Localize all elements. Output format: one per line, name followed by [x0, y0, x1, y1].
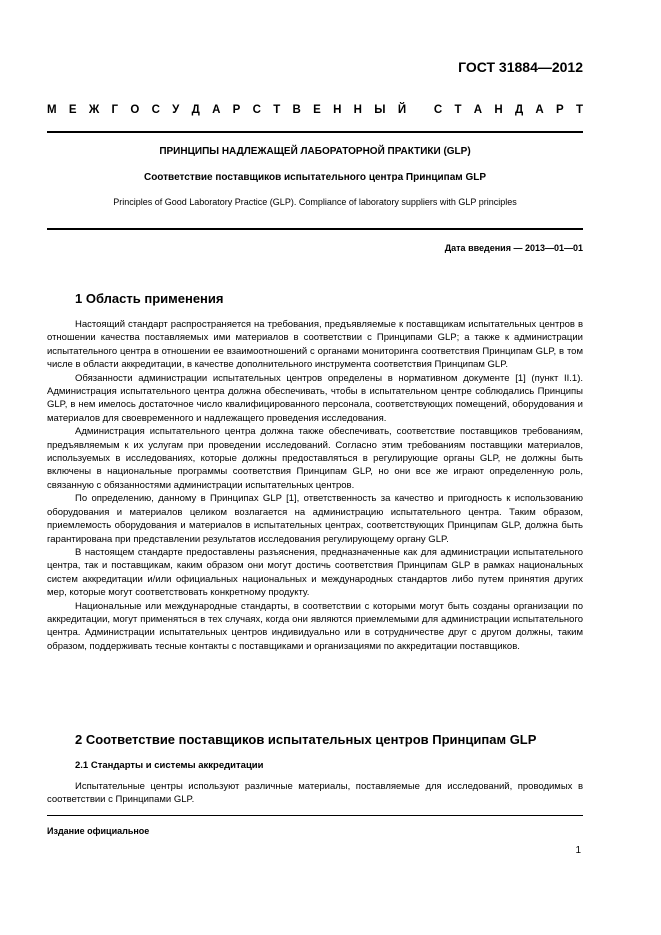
- banner-letter: Й: [397, 104, 407, 116]
- paragraph: В настоящем стандарте предоставлены разъяснения, предназначенные как для администрации испытательного центра, так и поставщикам, каким образом они могут достичь соответствия Принципам GLP в рамках национальных систем аккредитации и/или официальных национальных и международных стандартов либо путем принятия других мер, которые могут соответствовать конкретному продукту.: [47, 546, 583, 599]
- banner-letter: Е: [68, 104, 77, 116]
- paragraph: Настоящий стандарт распространяется на требования, предъявляемые к поставщикам испытательных центров в отношении качества поставляемых ими материалов в соответствии с Принципами GLP; а также к администрации испытательного центра в отношении ее взаимоотношений с органами мониторинга соответствия Принципам GLP, в том числе в области аккредитации, в качестве дополнительного инструмента соответствия Принципам GLP.: [47, 319, 583, 371]
- page-number: 1: [575, 845, 581, 856]
- banner-letter: Д: [191, 104, 200, 116]
- banner-letter: С: [151, 104, 160, 116]
- section-1-body: [47, 318, 583, 653]
- header-rule: [47, 131, 583, 133]
- banner-letter: Ы: [374, 104, 386, 116]
- banner-letter: С: [252, 104, 261, 116]
- standard-code: ГОСТ 31884—2012: [458, 59, 583, 75]
- banner-letter: О: [130, 104, 140, 116]
- banner-letter: С: [433, 104, 443, 116]
- paragraph: Администрация испытательного центра должна также обеспечивать, соответствие поставщиков требованиям, предъявляемым к их услугам при проведении исследований. Согласно этим требованиям поставщики материалов, используемых в исследованиях, которые должны предоставляться в регулирующие органы GLP, не должны быть включены в национальные программы соответствия Принципам GLP, но они все же играют определенную роль, связанную с обязанностями администрации испытательных центров.: [47, 426, 583, 491]
- introduction-date: Дата введения — 2013—01—01: [444, 243, 583, 253]
- banner-letter: Т: [454, 104, 462, 116]
- banner-letter: Ж: [88, 104, 100, 116]
- banner-letter: А: [473, 104, 483, 116]
- document-title-ru: ПРИНЦИПЫ НАДЛЕЖАЩЕЙ ЛАБОРАТОРНОЙ ПРАКТИКИ (GLP): [159, 146, 471, 157]
- footer-rule: [47, 815, 583, 816]
- banner-letter: А: [535, 104, 544, 116]
- banner-letter: Н: [353, 104, 362, 116]
- banner-letter: [418, 104, 421, 116]
- banner-letter: Д: [514, 104, 524, 116]
- interstate-standard-banner: [47, 104, 583, 116]
- paragraph: Национальные или международные стандарты, в соответствии с которыми могут быть созданы организации по аккредитации, могут применяться в тех случаях, когда они являются приемлемыми для администрации испытательного центра. Администрации испытательных центров индивидуально или в сотрудничестве друг с другом должны, таким образом, поддерживать тесные контакты с поставщиками и организациями по аккредитации поставщиков.: [47, 600, 583, 652]
- section-2-heading: 2 Соответствие поставщиков испытательных центров Принципам GLP: [75, 732, 537, 747]
- section-1-heading: 1 Область применения: [75, 291, 224, 306]
- paragraph: По определению, данному в Принципах GLP [1], ответственность за качество и пригодность к использованию оборудования и материалов целиком возлагается на администрацию испытательного центра. Таким образом, приемлемость оборудования и материалов в испытательных центрах, соответствующих Принципам GLP, должна быть гарантирована при представлении результатов исследования регулирующему органу GLP.: [47, 493, 583, 545]
- official-edition-label: Издание официальное: [47, 826, 150, 836]
- banner-letter: Е: [313, 104, 321, 116]
- document-subtitle-ru: Соответствие поставщиков испытательного центра Принципам GLP: [143, 172, 487, 183]
- banner-letter: Н: [494, 104, 503, 116]
- banner-letter: В: [292, 104, 301, 116]
- banner-letter: Р: [232, 104, 241, 116]
- paragraph: Обязанности администрации испытательных центров определены в нормативном документе [1] (пункт II.1). Администрация испытательного центра должна обеспечивать, чтобы в испытательном центре соблюдались Принципы GLP, в нем имелось достаточное число квалифицированного персонала, соответствующих помещений, оборудования и материалов для своевременного и надлежащего проведения исследования.: [47, 372, 583, 424]
- banner-letter: М: [47, 104, 57, 116]
- section-2-body: [47, 780, 583, 807]
- title-rule: [47, 228, 583, 230]
- banner-letter: А: [212, 104, 221, 116]
- banner-letter: Г: [111, 104, 119, 116]
- document-title-en: Principles of Good Laboratory Practice (GLP). Compliance of laboratory suppliers with GLP principles: [113, 197, 517, 207]
- paragraph: Испытательные центры используют различные материалы, поставляемые для исследований, проводимых в соответствии с Принципами GLP.: [47, 781, 583, 806]
- banner-letter: Р: [556, 104, 564, 116]
- banner-letter: У: [172, 104, 180, 116]
- section-2-1-heading: 2.1 Стандарты и системы аккредитации: [75, 760, 264, 771]
- banner-letter: Н: [333, 104, 342, 116]
- banner-letter: Т: [273, 104, 281, 116]
- banner-letter: Т: [575, 104, 583, 116]
